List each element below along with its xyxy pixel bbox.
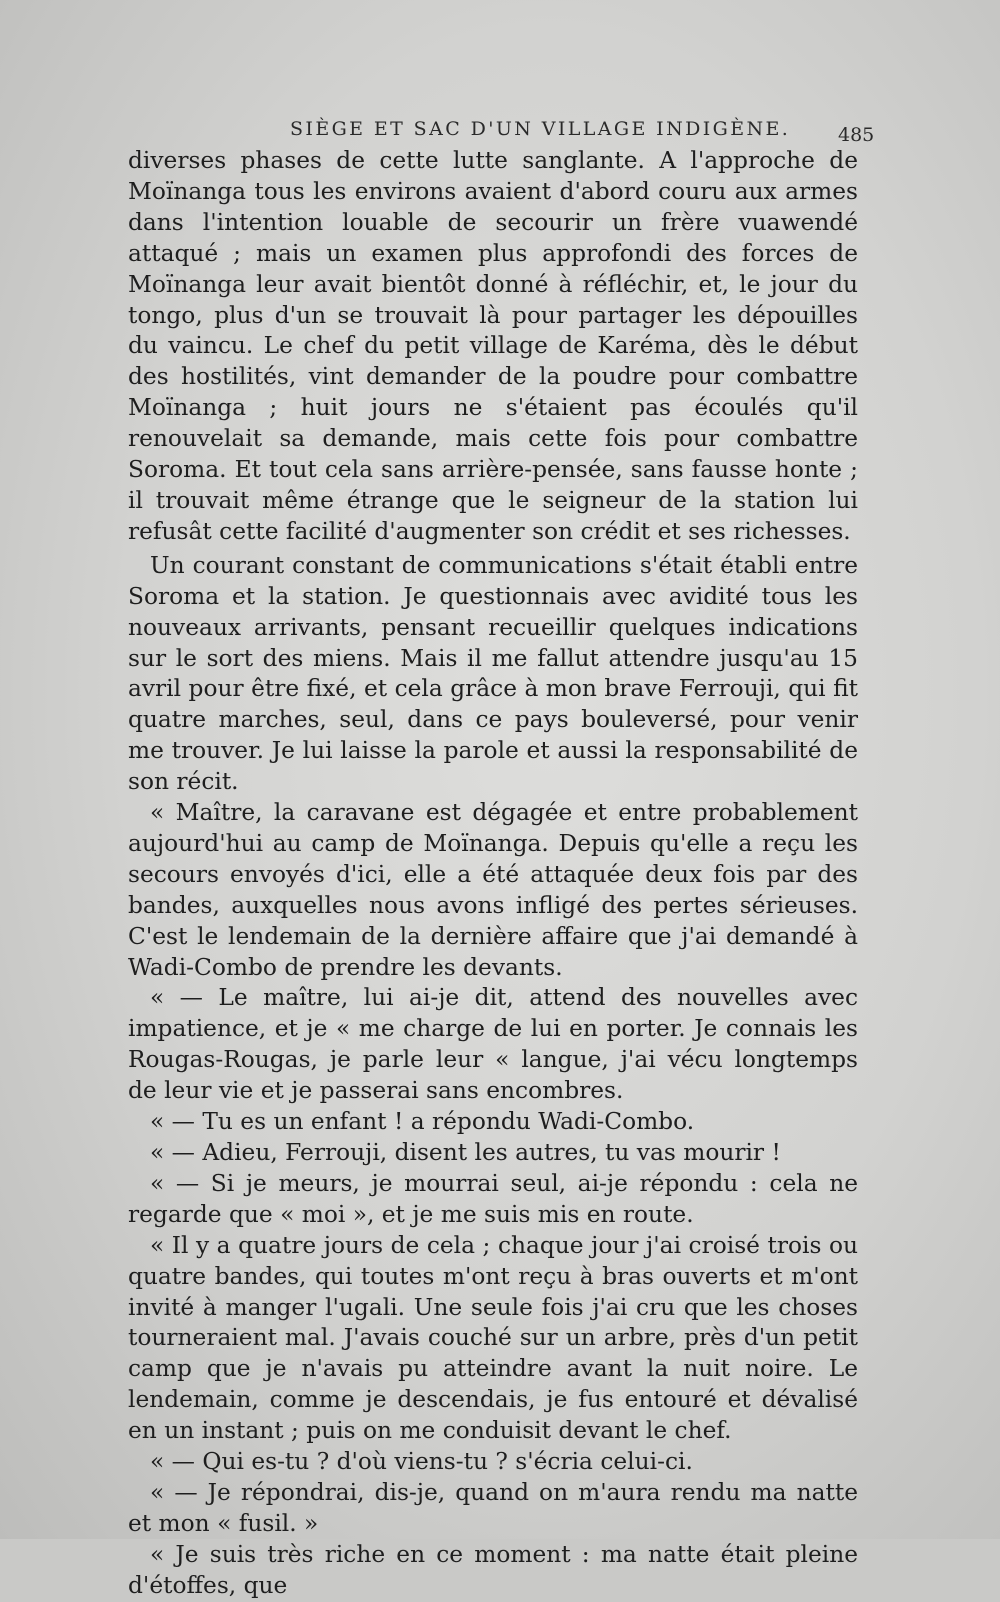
paragraph: « — Tu es un enfant ! a répondu Wadi-Combo. [150,1108,695,1136]
paragraph: « — Le maître, lui ai-je dit, attend des nouvelles avec impatience, et je « me charge de lui en porter. Je connais les Rougas-Rougas, je parle leur « langue, j'ai vécu longtemps de leur vie et je passerai sans encombres. [128,984,858,1105]
paragraph-continuation: diverses phases de cette lutte sanglante. A l'approche de Moïnanga tous les environs avaient d'abord couru aux armes dans l'intention louable de secourir un frère vuawendé attaqué ; mais un examen plus approfondi des forces de Moïnanga leur avait bientôt donné à réfléchir, et, le jour du tongo, plus d'un se trouvait là pour partager les dépouilles du vaincu. Le chef du petit village de Karéma, dès le début des hostilités, vint demander de la poudre pour combattre Moïnanga ; huit jours ne s'étaient pas écoulés qu'il renouvelait sa demande, mais cette fois pour combattre Soroma. Et tout cela sans arrière-pensée, sans fausse honte ; il trouvait même étrange que le seigneur de la station lui refusât cette facilité d'augmenter son crédit et ses richesses. [128,147,858,545]
paragraph: « — Je répondrai, dis-je, quand on m'aura rendu ma natte et mon « fusil. » [128,1478,858,1537]
paragraph: « Je suis très riche en ce moment : ma natte était pleine d'étoffes, que [128,1540,858,1599]
paragraph: « Il y a quatre jours de cela ; chaque jour j'ai croisé trois ou quatre bandes, qui toutes m'ont reçu à bras ouverts et m'ont invité à manger l'ugali. Une seule fois j'ai cru que les choses tourneraient mal. J'avais couché sur un arbre, près d'un petit camp que je n'avais pu atteindre avant la nuit noire. Le lendemain, comme je descendais, je fus entouré et dévalisé en un instant ; puis on me conduisit devant le chef. [128,1231,858,1445]
paragraph: « Maître, la caravane est dégagée et entre probablement aujourd'hui au camp de Moïnanga. Depuis qu'elle a reçu les secours envoyés d'ici, elle a été attaquée deux fois par des bandes, auxquelles nous avons infligé des pertes sérieuses. C'est le lendemain de la dernière affaire que j'ai demandé à Wadi-Combo de prendre les devants. [128,799,858,981]
body-text [128,146,858,1602]
paragraph: « — Adieu, Ferrouji, disent les autres, tu vas mourir ! [150,1139,781,1166]
page-number: 485 [838,124,875,146]
running-head [0,114,1000,144]
paragraph: « — Qui es-tu ? d'où viens-tu ? s'écria celui-ci. [150,1448,693,1476]
paragraph: « — Si je meurs, je mourrai seul, ai-je répondu : cela ne regarde que « moi », et je me suis mis en route. [128,1169,858,1228]
running-title: SIÈGE ET SAC D'UN VILLAGE INDIGÈNE. [290,118,791,140]
paragraph: Un courant constant de communications s'était établi entre Soroma et la station. Je questionnais avec avidité tous les nouveaux arrivants, pensant recueillir quelques indications sur le sort des miens. Mais il me fallut attendre jusqu'au 15 avril pour être fixé, et cela grâce à mon brave Ferrouji, qui fit quatre marches, seul, dans ce pays bouleversé, pour venir me trouver. Je lui laisse la parole et aussi la responsabilité de son récit. [128,551,858,796]
